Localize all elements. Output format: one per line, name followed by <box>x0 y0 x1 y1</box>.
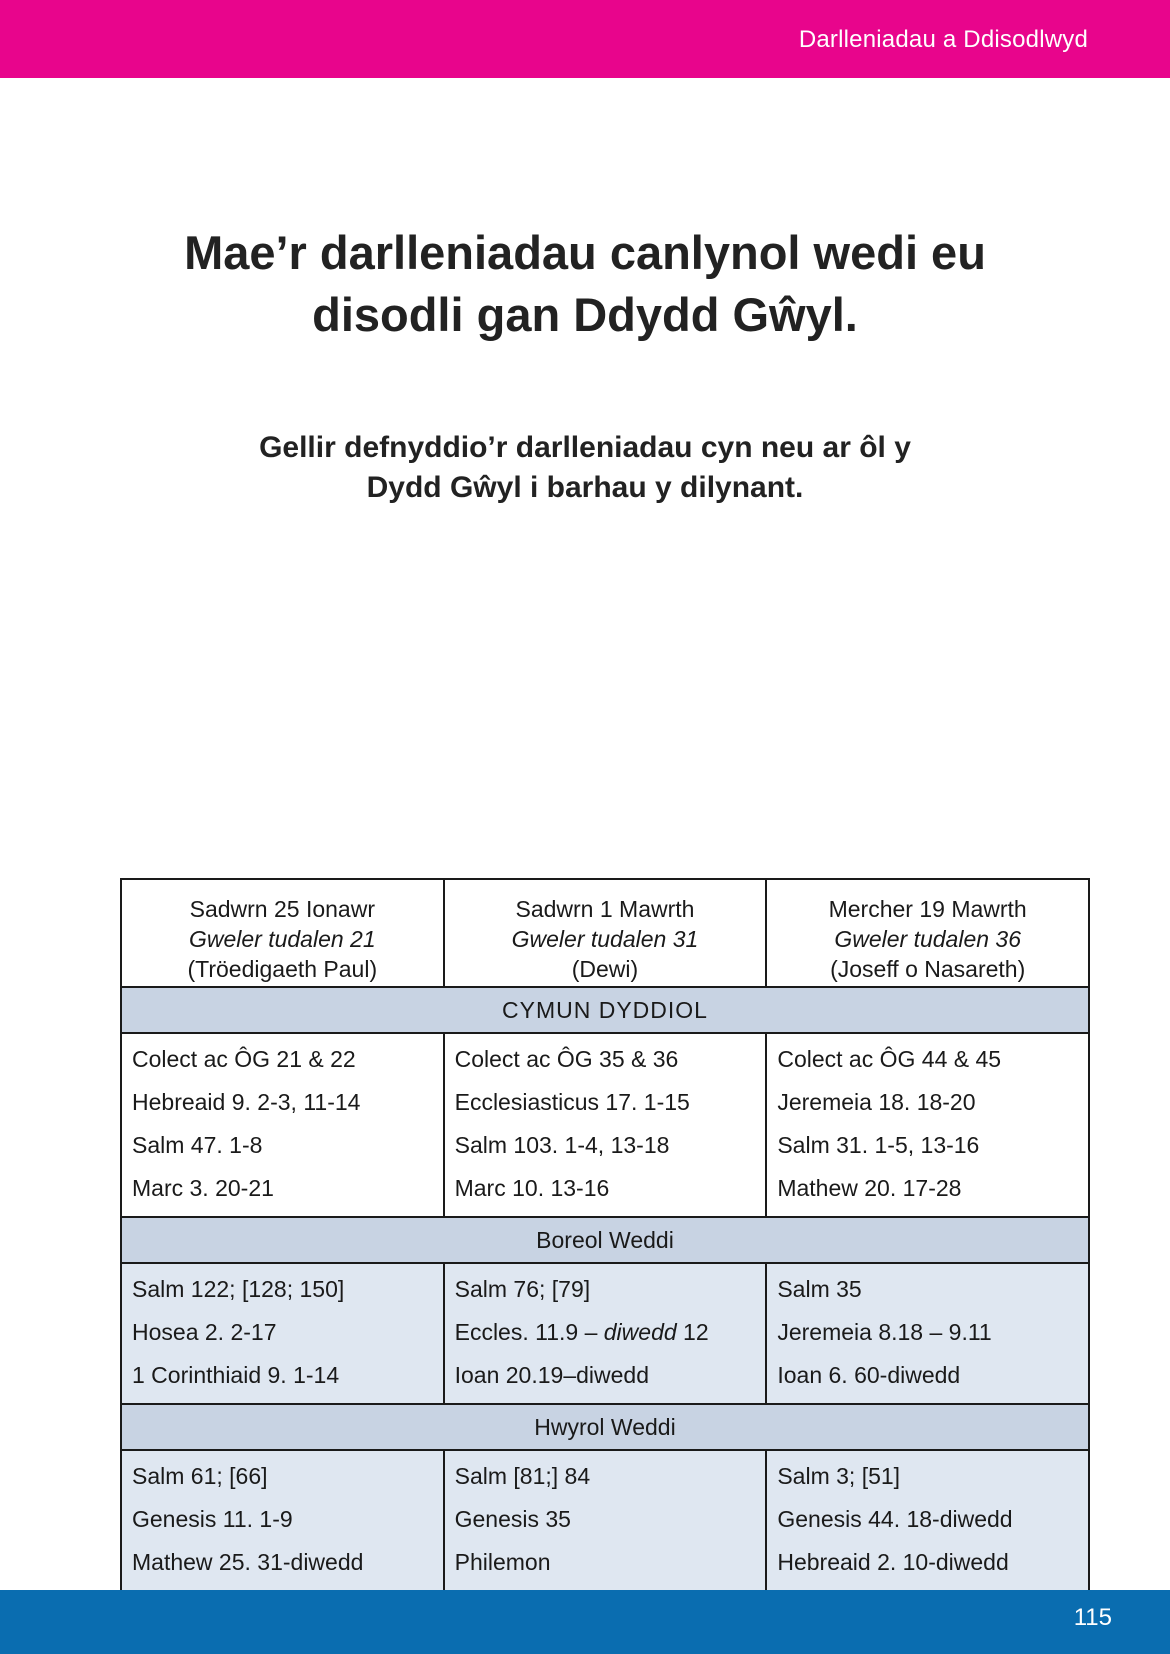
reading-line: Salm 31. 1-5, 13-16 <box>777 1132 980 1158</box>
section-title: Boreol Weddi <box>121 1217 1089 1263</box>
reading-emphasis: diwedd <box>603 1319 677 1345</box>
reading-line: Jeremeia 18. 18-20 <box>777 1089 976 1115</box>
readings-cell <box>766 1450 1089 1591</box>
readings-cell <box>766 1263 1089 1404</box>
reading-line: Salm 61; [66] <box>132 1463 268 1489</box>
section-title: Hwyrol Weddi <box>121 1404 1089 1450</box>
column-day: Sadwrn 1 Mawrth <box>515 896 695 922</box>
page-subtitle-line-1: Gellir defnyddio’r darlleniadau cyn neu ar ôl y <box>259 431 911 464</box>
header-band <box>0 0 1170 78</box>
reading-line: Marc 3. 20-21 <box>132 1175 274 1201</box>
page-title-line-2: disodli gan Ddydd Gŵyl. <box>312 288 858 341</box>
reading-line: Ecclesiasticus 17. 1-15 <box>454 1089 690 1115</box>
running-title: Darlleniadau a Ddisodlwyd <box>798 26 1088 53</box>
reading-line: Hebreaid 2. 10-diwedd <box>777 1549 1009 1575</box>
column-day: Mercher 19 Mawrth <box>828 896 1027 922</box>
footer-band <box>0 1590 1170 1654</box>
reading-line: Philemon <box>454 1549 551 1575</box>
page-number: 115 <box>1073 1604 1112 1631</box>
column-day: Sadwrn 25 Ionawr <box>189 896 375 922</box>
reading-line: Colect ac ÔG 44 & 45 <box>777 1046 1002 1072</box>
page-subtitle-line-2: Dydd Gŵyl i barhau y dilynant. <box>366 471 804 504</box>
page-title <box>0 222 1170 346</box>
readings-cell <box>444 1263 767 1404</box>
reading-line: Salm [81;] 84 <box>454 1463 591 1489</box>
column-page-ref: Gweler tudalen 31 <box>511 926 699 952</box>
readings-cell <box>766 1033 1089 1217</box>
reading-line: Salm 103. 1-4, 13-18 <box>454 1132 670 1158</box>
column-feast: (Dewi) <box>571 956 639 982</box>
reading-line: Colect ac ÔG 35 & 36 <box>454 1046 679 1072</box>
readings-cell <box>121 1033 444 1217</box>
reading-line: Genesis 11. 1-9 <box>132 1506 293 1532</box>
column-header <box>766 879 1089 987</box>
readings-cell <box>121 1263 444 1404</box>
readings-cell <box>444 1450 767 1591</box>
table-row <box>121 1450 1089 1591</box>
section-title: CYMUN DYDDIOL <box>121 987 1089 1033</box>
reading-line: Salm 47. 1-8 <box>132 1132 263 1158</box>
table-header-row <box>121 879 1089 987</box>
section-header-row <box>121 1217 1089 1263</box>
reading-line: Salm 122; [128; 150] <box>132 1276 345 1302</box>
reading-line: Ioan 6. 60-diwedd <box>777 1362 961 1388</box>
reading-line: Genesis 35 <box>454 1506 571 1532</box>
reading-line: Marc 10. 13-16 <box>454 1175 610 1201</box>
column-feast: (Joseff o Nasareth) <box>830 956 1026 982</box>
reading-line: Mathew 20. 17-28 <box>777 1175 962 1201</box>
section-header-row <box>121 987 1089 1033</box>
column-page-ref: Gweler tudalen 21 <box>188 926 376 952</box>
reading-line: Mathew 25. 31-diwedd <box>132 1549 364 1575</box>
column-header <box>121 879 444 987</box>
reading-line: Colect ac ÔG 21 & 22 <box>132 1046 356 1072</box>
reading-line: Genesis 44. 18-diwedd <box>777 1506 1013 1532</box>
reading-line: Salm 76; [79] <box>454 1276 591 1302</box>
column-header <box>444 879 767 987</box>
page-title-line-1: Mae’r darlleniadau canlynol wedi eu <box>184 226 986 279</box>
column-page-ref: Gweler tudalen 36 <box>834 926 1022 952</box>
reading-text: 12 <box>676 1319 709 1345</box>
reading-line: Hebreaid 9. 2-3, 11-14 <box>132 1089 361 1115</box>
reading-text: Eccles. 11.9 – <box>454 1319 604 1345</box>
reading-line: Salm 35 <box>777 1276 862 1302</box>
reading-line: Hosea 2. 2-17 <box>132 1319 277 1345</box>
readings-cell <box>121 1450 444 1591</box>
readings-cell <box>444 1033 767 1217</box>
column-feast: (Tröedigaeth Paul) <box>187 956 378 982</box>
reading-line <box>455 1311 756 1354</box>
section-header-row <box>121 1404 1089 1450</box>
table-row <box>121 1263 1089 1404</box>
reading-line: 1 Corinthiaid 9. 1-14 <box>132 1362 340 1388</box>
table-row <box>121 1033 1089 1217</box>
reading-line: Jeremeia 8.18 – 9.11 <box>777 1319 992 1345</box>
reading-line: Salm 3; [51] <box>777 1463 901 1489</box>
readings-table <box>120 878 1090 1592</box>
page-subtitle <box>0 428 1170 508</box>
reading-line: Ioan 20.19–diwedd <box>454 1362 649 1388</box>
